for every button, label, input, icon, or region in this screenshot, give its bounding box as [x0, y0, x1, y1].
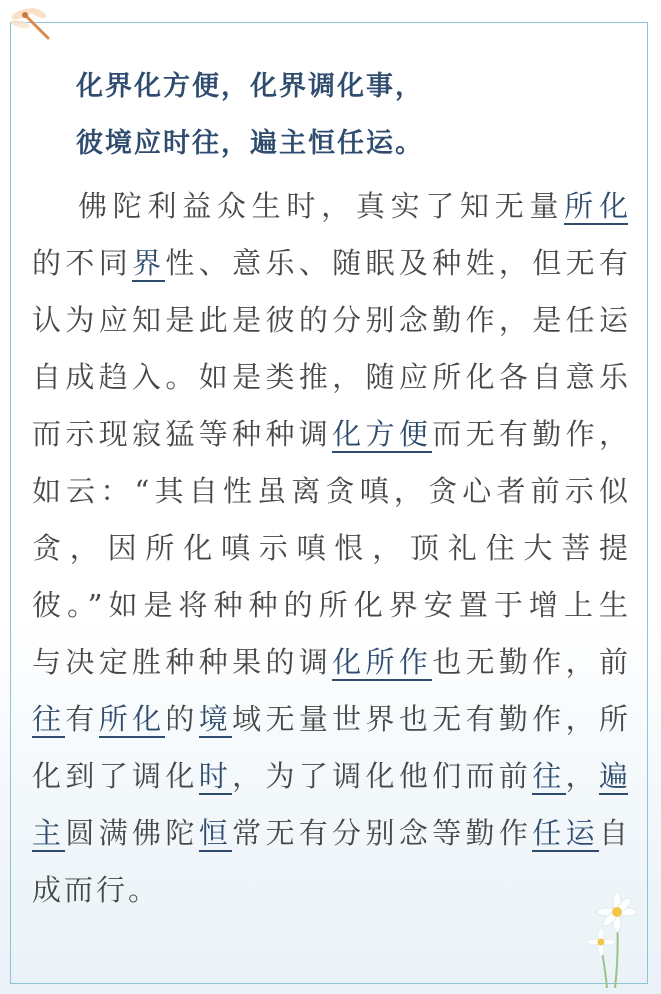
- underlined-term: 往: [532, 759, 566, 793]
- verse-line-1: 化界化方便，化界调化事，: [76, 71, 424, 102]
- underlined-term: 任运: [532, 816, 599, 850]
- text-segment: 常无有分别念等勤作: [232, 816, 533, 850]
- text-segment: 而无有勤作，: [432, 417, 628, 451]
- text-segment: ，为了调化他们而前: [232, 759, 533, 793]
- underlined-term: 界: [132, 246, 166, 280]
- text-segment: 的: [165, 702, 199, 736]
- text-segment: 自成趋入。如是类推，随应所化各自意乐: [32, 360, 628, 394]
- text-segment: 与决定胜种种果的调: [32, 645, 333, 679]
- text-segment: 而示现寂猛等种种调: [32, 417, 333, 451]
- underlined-term: 所化: [564, 189, 628, 223]
- text-segment: 的不同: [32, 246, 133, 280]
- paragraph-line: [32, 634, 628, 691]
- text-segment: 有: [65, 702, 99, 736]
- underlined-term: 遍: [598, 759, 628, 793]
- text-segment: 彼。”如是将种种的所化界安置于增上生: [32, 588, 628, 622]
- paragraph-line: [32, 463, 628, 520]
- text-segment: 如云：“其自性虽离贪嗔，贪心者前示似: [32, 474, 628, 508]
- commentary-paragraph: [32, 178, 628, 919]
- text-segment: 自: [598, 816, 628, 850]
- paragraph-line: [32, 691, 628, 748]
- paragraph-line: [32, 235, 628, 292]
- text-segment: 性、意乐、随眠及种姓，但无有: [165, 246, 628, 280]
- paragraph-line: [32, 292, 628, 349]
- underlined-term: 时: [198, 759, 233, 793]
- underlined-term: 境: [198, 702, 233, 736]
- paragraph-line: [32, 520, 628, 577]
- text-segment: 化到了调化: [32, 759, 199, 793]
- underlined-term: 恒: [198, 816, 233, 850]
- dragonfly-icon: [8, 4, 56, 44]
- text-segment: 佛陀利益众生时，真实了知无量: [78, 189, 565, 223]
- underlined-term: 所化: [98, 702, 166, 736]
- verse-line-2: 彼境应时往，遍主恒任运。: [76, 128, 424, 159]
- text-segment: 也无勤作，前: [432, 645, 628, 679]
- text-segment: ，: [565, 759, 599, 793]
- paragraph-line: [32, 805, 628, 862]
- text-segment: 圆满佛陀: [65, 816, 199, 850]
- paragraph-line: [32, 577, 628, 634]
- paragraph-line: [32, 178, 628, 235]
- underlined-term: 化所作: [332, 645, 433, 679]
- text-segment: 成而行。: [32, 873, 161, 907]
- paragraph-line: [32, 349, 628, 406]
- paragraph-line: [32, 862, 628, 919]
- text-segment: 域无量世界也无有勤作，所: [232, 702, 628, 736]
- paragraph-line: [32, 406, 628, 463]
- underlined-term: 化方便: [332, 417, 433, 451]
- paragraph-line: [32, 748, 628, 805]
- text-segment: 贪，因所化嗔示嗔恨，顶礼住大菩提: [32, 531, 628, 565]
- underlined-term: 往: [32, 702, 66, 736]
- text-segment: 认为应知是此是彼的分别念勤作，是任运: [32, 303, 628, 337]
- underlined-term: 主: [32, 816, 66, 850]
